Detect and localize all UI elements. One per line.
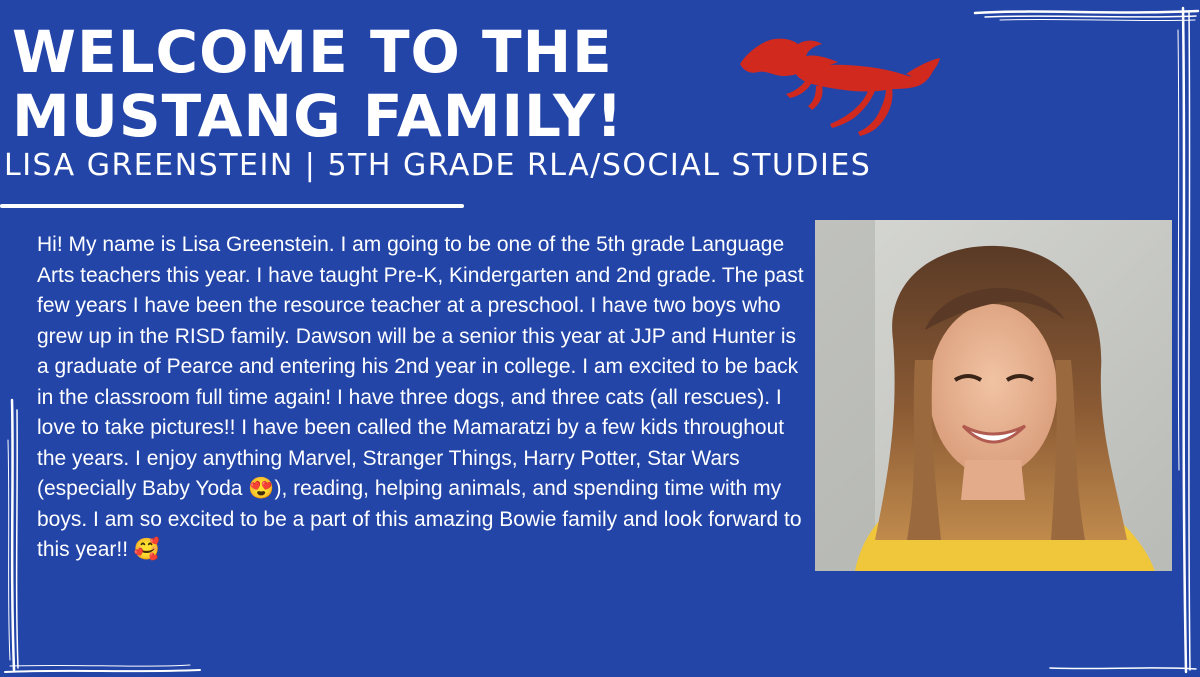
teacher-portrait-image xyxy=(815,220,1172,571)
teacher-subtitle: LISA GREENSTEIN | 5TH GRADE RLA/SOCIAL STUDIES xyxy=(4,148,872,183)
headline-line-1: WELCOME TO THE xyxy=(12,18,613,86)
mustang-logo-icon xyxy=(736,30,942,142)
teacher-photo xyxy=(815,220,1172,571)
subtitle-divider xyxy=(0,204,464,208)
teacher-bio: Hi! My name is Lisa Greenstein. I am going to be one of the 5th grade Language Arts teachers this year. I have taught Pre-K, Kindergarten and 2nd grade. The past few years I have been the resource teacher at a preschool. I have two boys who grew up in the RISD family. Dawson will be a senior this year at JJP and Hunter is a graduate of Pearce and entering his 2nd year in college. I am excited to be back in the classroom full time again! I have three dogs, and three cats (all rescues). I love to take pictures!! I have been called the Mamaratzi by a few kids throughout the years. I enjoy anything Marvel, Stranger Things, Harry Potter, Star Wars (especially Baby Yoda 😍), reading, helping animals, and spending time with my boys. I am so excited to be a part of this amazing Bowie family and look forward to this year!! 🥰 xyxy=(37,233,804,561)
headline-line-2: MUSTANG FAMILY! xyxy=(12,82,624,150)
